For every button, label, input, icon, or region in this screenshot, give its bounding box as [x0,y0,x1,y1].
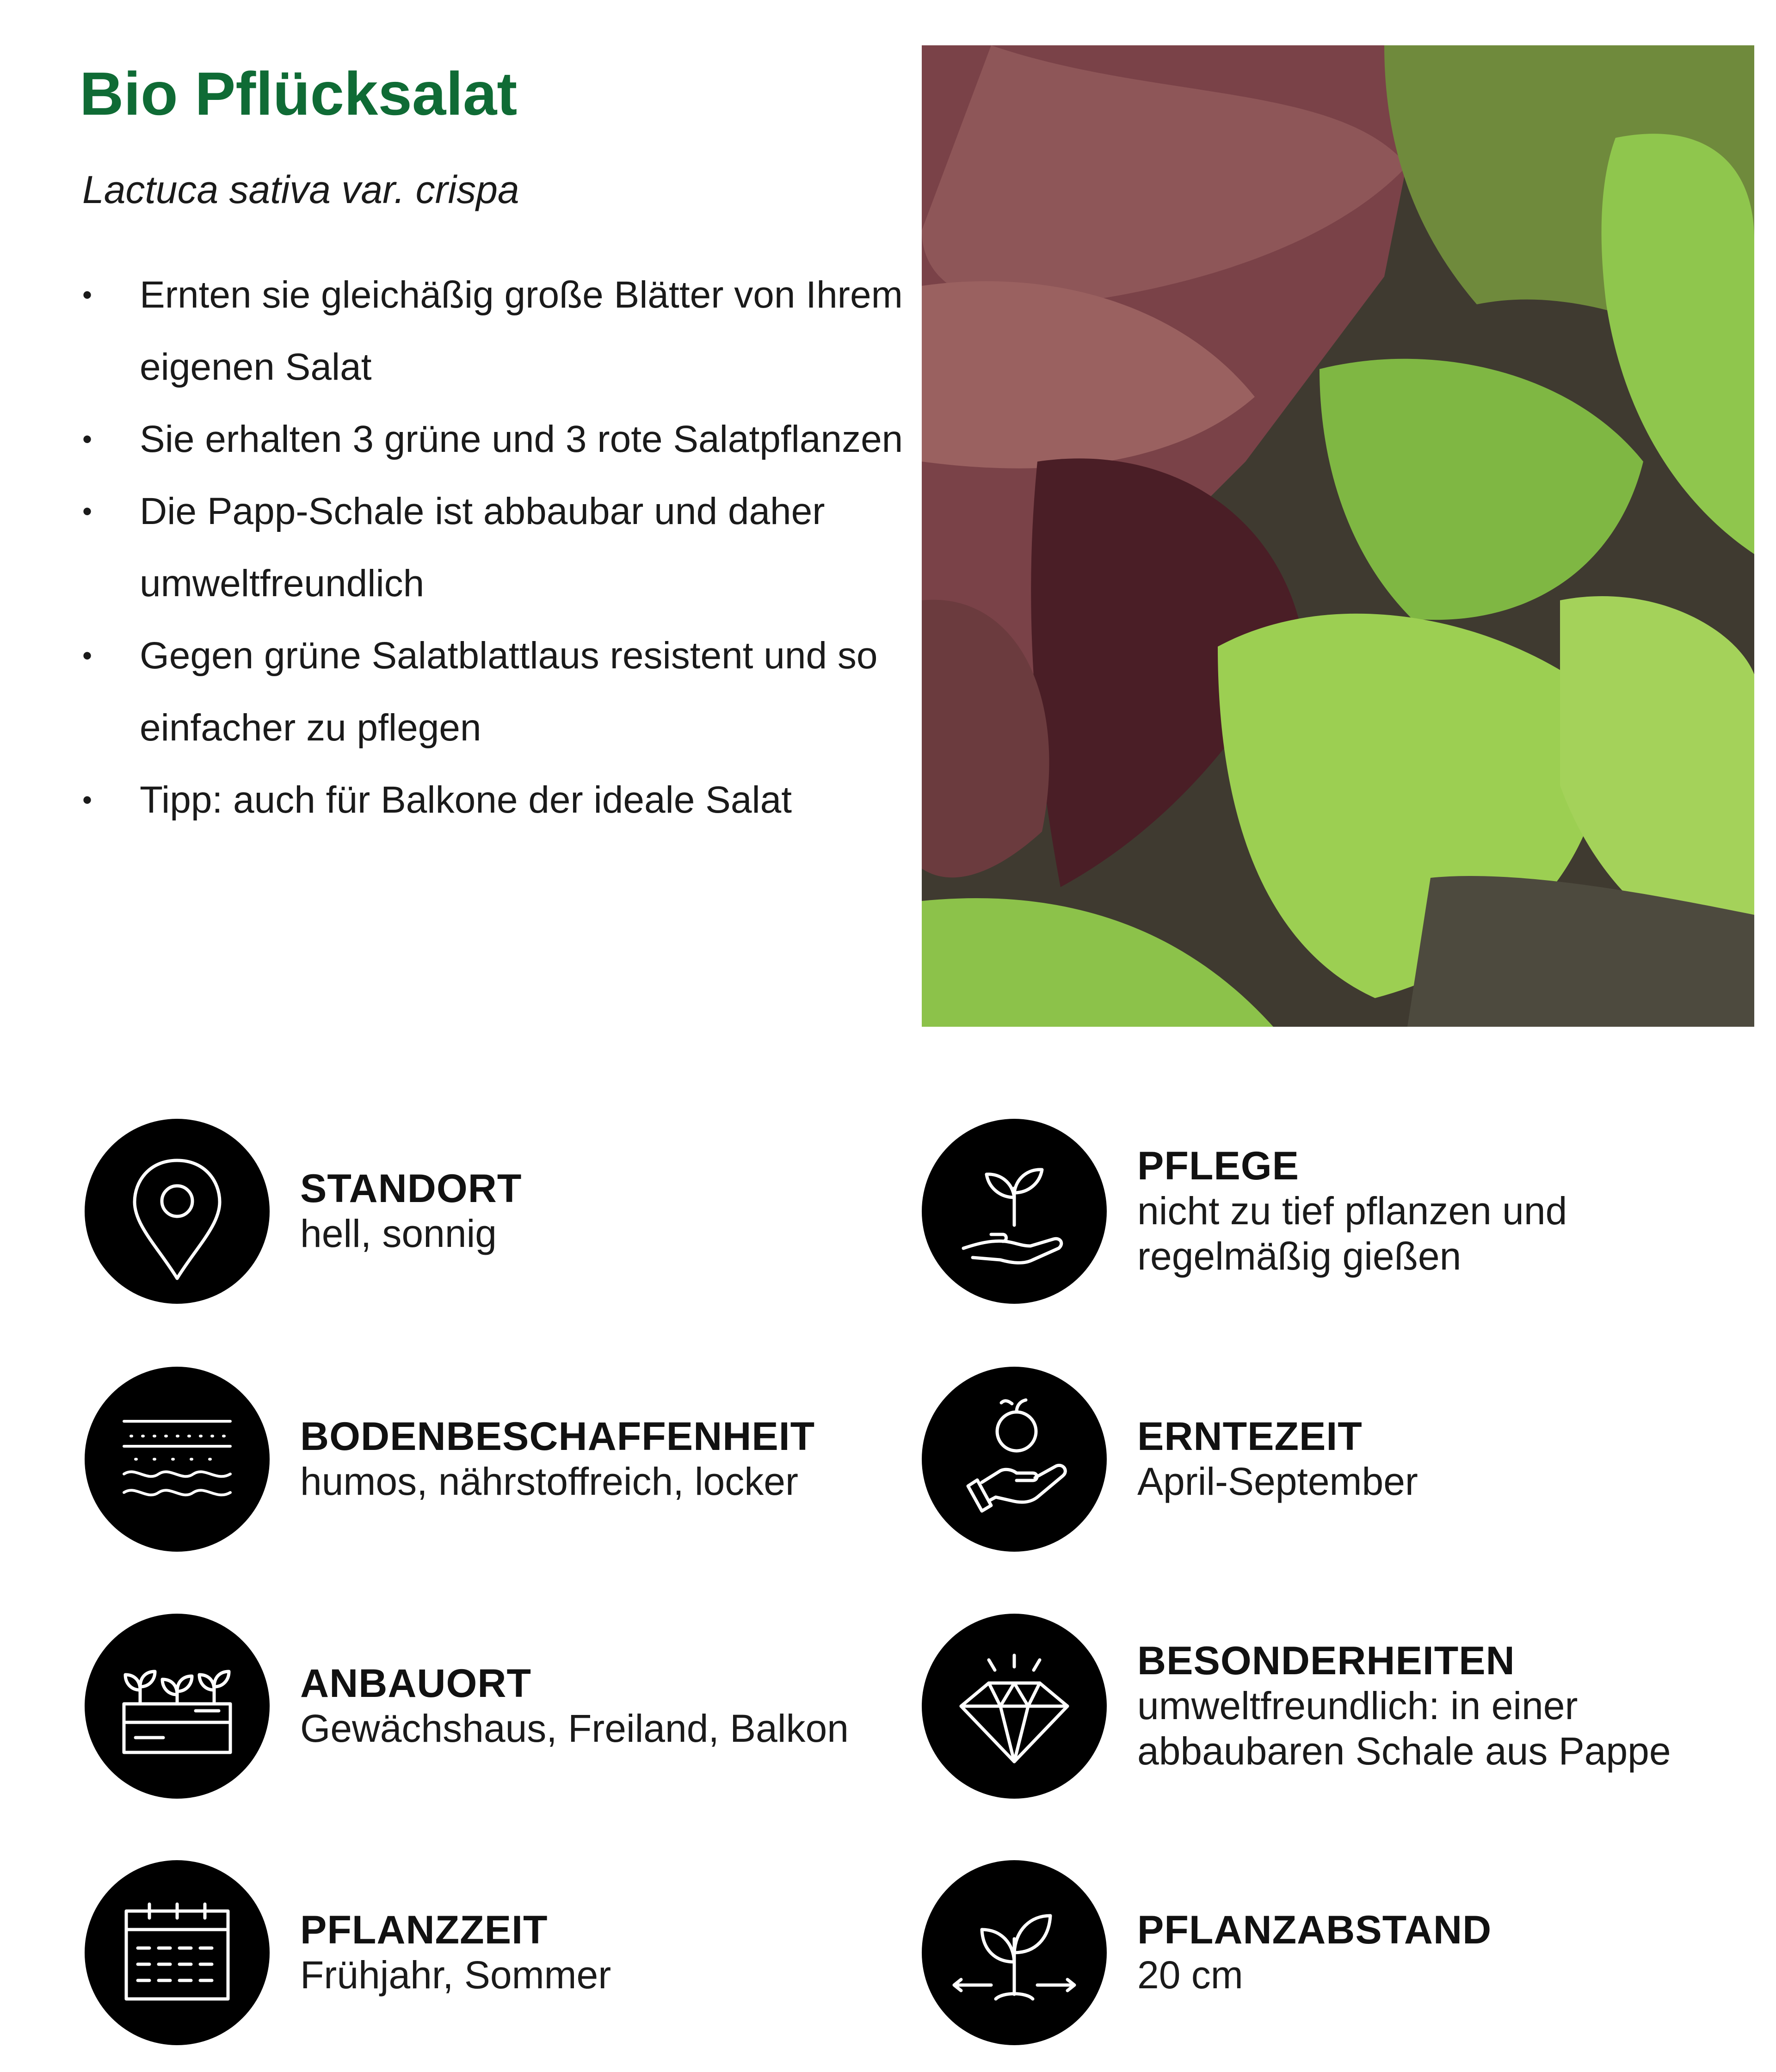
info-label: PFLANZABSTAND [1137,1908,1492,1952]
icon-circle [85,1860,270,2045]
feature-text: Sie erhalten 3 grüne und 3 rote Salatpflanzen [140,418,903,460]
info-erntezeit [922,1367,1736,1552]
lettuce-photo [922,45,1754,1027]
info-label: ANBAUORT [300,1661,532,1706]
info-label: BODENBESCHAFFENHEIT [300,1414,815,1459]
info-label: PFLEGE [1137,1144,1300,1188]
info-label: ERNTEZEIT [1137,1414,1363,1459]
info-bodenbeschaffenheit [85,1367,899,1552]
info-label: BESONDERHEITEN [1137,1639,1515,1683]
bullet-icon: • [82,496,92,527]
icon-circle [922,1119,1107,1304]
diamond-icon [922,1614,1107,1799]
info-value: April-September [1137,1460,1418,1503]
page-title: Bio Pflücksalat [80,60,518,128]
info-besonderheiten [922,1614,1736,1799]
lettuce-illustration [922,45,1754,1027]
info-value: humos, nährstoffreich, locker [300,1460,798,1503]
icon-circle [85,1367,270,1552]
bullet-icon: • [82,784,92,815]
info-value: Gewächshaus, Freiland, Balkon [300,1707,849,1750]
icon-circle [85,1119,270,1304]
botanical-name: Lactuca sativa var. crispa [82,168,519,211]
info-standort [85,1119,899,1304]
calendar-icon [85,1860,270,2045]
feature-item [82,475,906,620]
feature-item [82,403,906,475]
feature-item [82,620,906,764]
info-value: hell, sonnig [300,1212,497,1255]
feature-item [82,259,906,403]
icon-circle [85,1614,270,1799]
plant-spacing-icon [922,1860,1107,2045]
feature-text: Ernten sie gleichäßig große Blätter von Ihrem eigenen Salat [140,274,903,388]
icon-circle [922,1614,1107,1799]
info-label: STANDORT [300,1166,522,1211]
feature-text: Gegen grüne Salatblattlaus resistent und so einfacher zu pflegen [140,635,878,749]
icon-circle [922,1367,1107,1552]
info-pflanzzeit [85,1860,899,2045]
info-pflanzabstand [922,1860,1736,2045]
location-pin-icon [85,1119,270,1304]
info-value: 20 cm [1137,1953,1243,1997]
info-value: Frühjahr, Sommer [300,1953,611,1997]
info-anbauort [85,1614,899,1799]
feature-list [82,259,906,836]
icon-circle [922,1860,1107,2045]
planter-box-icon [85,1614,270,1799]
info-value: umweltfreundlich: in einer abbaubaren Schale aus Pappe [1137,1684,1671,1773]
soil-layers-icon [85,1367,270,1552]
feature-text: Tipp: auch für Balkone der ideale Salat [140,779,792,821]
bullet-icon: • [82,640,92,671]
bullet-icon: • [82,424,92,455]
seedling-hand-icon [922,1119,1107,1304]
harvest-hand-icon [922,1367,1107,1552]
info-value: nicht zu tief pflanzen und regelmäßig gießen [1137,1189,1567,1278]
info-pflege [922,1119,1736,1304]
info-label: PFLANZZEIT [300,1908,548,1952]
feature-text: Die Papp-Schale ist abbaubar und daher umweltfreundlich [140,490,825,604]
bullet-icon: • [82,279,92,310]
feature-item [82,764,906,836]
